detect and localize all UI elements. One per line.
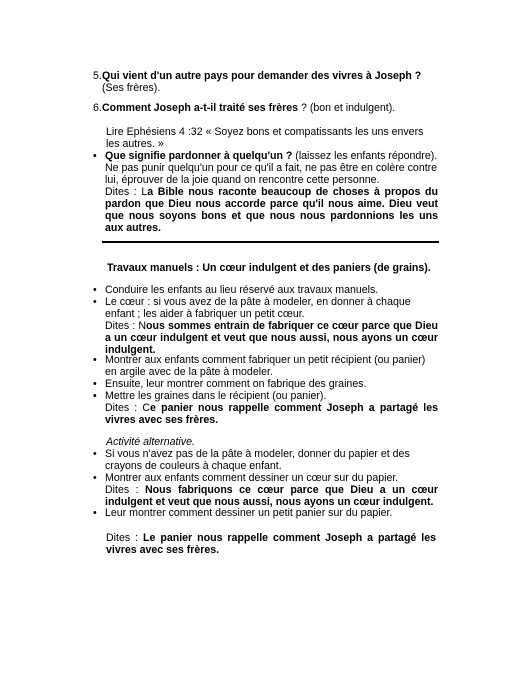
list-item: • Mettre les graines dans le récipient (ou panier). Dites : Ce panier nous rappelle comment Joseph a partagé les vivres avec ses frères. — [93, 390, 438, 426]
dites-text: Dites : Ce panier nous rappelle comment Joseph a partagé les vivres avec ses frères. — [105, 402, 438, 426]
bullet-icon: • — [93, 507, 97, 519]
list-item: • Montrer aux enfants comment dessiner un cœur sur du papier. Dites : Nous fabriquons ce cœur parce que Dieu a un cœur indulgent et veut que nous aussi, nous ayons un cœur indulgent. — [93, 472, 438, 508]
list-item: • Conduire les enfants au lieu réservé aux travaux manuels. — [93, 284, 379, 296]
question-text: Qui vient d'un autre pays pour demander des vivres à Joseph ? — [102, 70, 422, 82]
travaux-title: Travaux manuels : Un cœur indulgent et des paniers (de grains). — [107, 262, 431, 274]
bullet-icon: • — [93, 284, 97, 296]
bullet-icon: • — [93, 296, 97, 308]
bullet-icon: • — [93, 354, 97, 366]
pardon-explanation: (laissez les enfants répondre). Ne pas punir quelqu'un pour ce qu'il a fait, ne pas être en colère contre lui, éprouver de la joie quand on rencontre cette personne. — [105, 150, 438, 186]
question-number: 5. — [93, 70, 102, 82]
answer-text: (Ses frères). — [102, 82, 161, 94]
bullet-icon: • — [93, 378, 97, 390]
bullet-icon: • — [93, 472, 97, 484]
ephesians-reading: Lire Ephésiens 4 :32 « Soyez bons et compatissants les uns envers les autres. » — [106, 126, 424, 150]
question-number: 6. — [93, 102, 102, 114]
list-item: • Le cœur : si vous avez de la pâte à modeler, en donner à chaque enfant ; les aider à fabriquer un petit cœur. Dites : Nous sommes entrain de fabriquer ce cœur parce que Dieu a un cœur indulgent et veut que nous aussi, nous ayons un cœur indulgent. — [93, 296, 438, 356]
question-5 — [93, 70, 438, 94]
bullet-icon: • — [93, 150, 97, 162]
list-item: • Si vous n'avez pas de la pâte à modeler, donner du papier et des crayons de couleurs à chaque enfant. — [93, 448, 410, 472]
question-text: Comment Joseph a-t-il traité ses frères — [102, 102, 299, 114]
list-item: • Montrer aux enfants comment fabriquer un petit récipient (ou panier) en argile avec de la pâte à modeler. — [93, 354, 426, 378]
bullet-icon: • — [93, 448, 97, 460]
list-item: • Leur montrer comment dessiner un petit panier sur du papier. — [93, 507, 393, 519]
question-6 — [93, 102, 438, 114]
dites-text: Dites : Nous fabriquons ce cœur parce que Dieu a un cœur indulgent et veut que nous aussi, nous ayons un cœur indulgent. — [105, 484, 438, 508]
bullet-icon: • — [93, 390, 97, 402]
list-item: • Ensuite, leur montrer comment on fabrique des graines. — [93, 378, 367, 390]
alt-title: Activité alternative. — [106, 436, 195, 448]
section-divider — [102, 241, 439, 243]
pardon-dites: Dites : La Bible nous raconte beaucoup de choses à propos du pardon que Dieu nous accorde parce qu'il nous aime. Dieu veut que nous soyons bons et que nous nous pardonnions les uns aux autres. — [105, 186, 438, 234]
dites-text: Dites : Nous sommes entrain de fabriquer ce cœur parce que Dieu a un cœur indulgent et veut que nous aussi, nous ayons un cœur indulgent. — [105, 320, 438, 356]
pardon-question: Que signifie pardonner à quelqu'un ? — [105, 150, 293, 162]
pardon-bullet — [93, 150, 438, 234]
answer-text: ? (bon et indulgent). — [298, 102, 396, 114]
final-dites: Dites : Le panier nous rappelle comment Joseph a partagé les vivres avec ses frères. — [106, 532, 437, 556]
